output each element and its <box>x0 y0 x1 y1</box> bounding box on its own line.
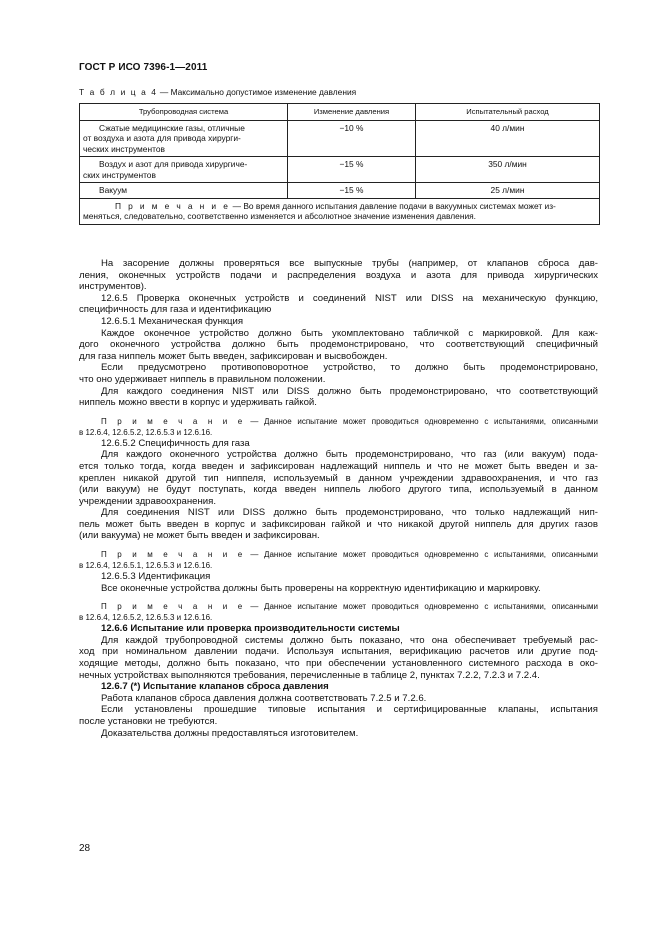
table-cell-system <box>80 157 288 183</box>
text-line: 12.6.5.2 Специфичность для газа <box>101 437 250 449</box>
note <box>79 549 598 571</box>
column-header: Изменение давления <box>288 104 416 121</box>
table-row <box>80 183 600 199</box>
text-line: На засорение должны проверяться все выпускные трубы (например, от клапанов сброса дав- <box>101 258 598 269</box>
text-line: (или вакуума) не может быть введен и зафиксирован. <box>79 530 320 542</box>
text-line: учреждении здравоохранения. <box>79 495 217 507</box>
table-cell-flow: 350 л/мин <box>416 157 600 183</box>
table-note <box>80 198 600 224</box>
text-line <box>79 549 598 560</box>
text-line: ходящие методы, должно быть показано, что при обеспечении установленного системного расхода в око- <box>79 658 598 670</box>
cell-line: ческих инструментов <box>83 143 165 154</box>
text-line: Для каждой трубопроводной системы должно быть показано, что она обеспечивает требуемый рас- <box>101 634 598 646</box>
cell-line: Вакуум <box>99 185 128 195</box>
table-header-row <box>80 104 600 121</box>
table-cell-pressure: −15 % <box>288 157 416 183</box>
text-line: ниппель можно ввести в корпус и удерживать гайкой. <box>79 397 317 409</box>
note-text: — Данное испытание может проводиться одновременно с испытаниями, описанными <box>244 602 598 612</box>
table-cell-flow: 40 л/мин <box>416 120 600 157</box>
text-line: в 12.6.4, 12.6.5.2, 12.6.5.3 и 12.6.16. <box>79 613 213 623</box>
body-text <box>79 258 598 739</box>
note <box>79 416 598 438</box>
column-header: Испытательный расход <box>416 104 600 121</box>
text-line: Если установлены прошедшие типовые испытания и сертифицированные клапаны, испытания <box>101 704 598 716</box>
cell-line: от воздуха и азота для привода хирурги- <box>83 133 241 143</box>
note-text: — Данное испытание может проводиться одновременно с испытаниями, описанными <box>244 550 598 560</box>
text-line: Если предусмотрено противоповоротное устройство, то должно быть продемонстрировано, <box>101 362 598 374</box>
paragraph <box>79 728 598 740</box>
paragraph <box>79 704 598 727</box>
text-line: нечных устройствах выполняются требования, перечисленные в таблице 2, пунктах 7.2.2, 7.2.3 и 7.2.4. <box>79 669 540 681</box>
text-line: Для каждого оконечного устройства должно быть продемонстрировано, что газ (или вакуум) пода- <box>101 449 598 461</box>
note-label: П р и м е ч а н и е <box>101 416 245 426</box>
text-line: 12.6.6 Испытание или проверка производительности системы <box>101 623 400 635</box>
table-row <box>80 120 600 157</box>
page-number: 28 <box>79 843 91 854</box>
section-heading-12-6-5 <box>79 293 598 316</box>
subsection-heading-12-6-5-3 <box>79 571 598 583</box>
paragraph <box>79 386 598 409</box>
text-line: что оно удерживает ниппель в правильном положении. <box>79 373 326 385</box>
text-line <box>79 601 598 612</box>
text-line: 12.6.7 (*) Испытание клапанов сброса давления <box>101 681 329 693</box>
text-line: Доказательства должны предоставляться изготовителем. <box>101 727 359 739</box>
document-header: ГОСТ Р ИСО 7396-1—2011 <box>79 62 208 73</box>
cell-line: Воздух и азот для привода хирургиче- <box>99 159 248 169</box>
text-line: дого оконечного устройства должно быть продемонстрировано, что соответствующий специфичный <box>79 339 598 351</box>
text-line: в 12.6.4, 12.6.5.2, 12.6.5.3 и 12.6.16. <box>79 427 213 437</box>
note-label: П р и м е ч а н и е <box>115 200 231 211</box>
table-cell-pressure: −15 % <box>288 183 416 199</box>
text-line: ется только тогда, когда введен и зафиксирован надлежащий ниппель и что не может быть введен и за- <box>79 460 598 472</box>
text-line: Все оконечные устройства должны быть проверены на корректную идентификацию и маркировку. <box>101 582 541 594</box>
table-cell-flow: 25 л/мин <box>416 183 600 199</box>
table-note-row <box>80 198 600 224</box>
paragraph <box>79 362 598 385</box>
column-header: Трубопроводная система <box>80 104 288 121</box>
table-row <box>80 157 600 183</box>
note-line <box>83 201 596 212</box>
subsection-heading-12-6-5-1 <box>79 316 598 328</box>
text-line: 12.6.5.3 Идентификация <box>101 571 211 583</box>
subsection-heading-12-6-5-2 <box>79 438 598 450</box>
text-line: ления, оконечных устройств подачи и распределения воздуха и азота для привода хирургических <box>79 269 598 281</box>
table-caption <box>79 87 356 97</box>
text-line: после установки не требуются. <box>79 716 218 727</box>
note-line: меняться, следовательно, соответственно изменяется и абсолютное значение изменения давления. <box>83 211 476 221</box>
note-text: — Во время данного испытания давление подачи в вакуумных системах может из- <box>230 200 556 211</box>
table-cell-system <box>80 183 288 199</box>
cell-line: Сжатые медицинские газы, отличные <box>99 122 245 133</box>
text-line <box>79 416 598 427</box>
paragraph <box>79 328 598 363</box>
text-line: Для каждого соединения NIST или DISS должно быть продемонстрировано, что соответствующий <box>101 385 598 397</box>
table-caption-label: Т а б л и ц а 4 <box>79 87 158 97</box>
note-label: П р и м е ч а н и е <box>101 602 245 612</box>
section-heading-12-6-7 <box>79 681 598 693</box>
text-line: 12.6.5 Проверка оконечных устройств и соединений NIST или DISS на механическую функцию, <box>101 292 598 304</box>
text-line: инструментов). <box>79 281 147 293</box>
text-line: пель может быть введен в корпус и зафиксирован гайкой и что никакой другой ниппель для других газов <box>79 518 598 530</box>
pressure-change-table <box>79 103 600 225</box>
text-line: специфичность для газа и идентификацию <box>79 304 272 316</box>
paragraph <box>79 258 598 293</box>
table-cell-pressure: −10 % <box>288 120 416 157</box>
note-text: — Данное испытание может проводиться одновременно с испытаниями, описанными <box>244 416 598 426</box>
paragraph <box>79 583 598 595</box>
paragraph <box>79 693 598 705</box>
text-line: в 12.6.4, 12.6.5.1, 12.6.5.3 и 12.6.16. <box>79 561 213 571</box>
paragraph <box>79 635 598 681</box>
text-line: для газа ниппель может быть введен, зафиксирован и высвобожден. <box>79 350 388 362</box>
text-line: Для соединения NIST или DISS должно быть продемонстрировано, что только надлежащий нип- <box>101 507 598 519</box>
text-line: креплен никакой другой тип ниппеля, используемый в данном учреждении здравоохранения, и что газ <box>79 472 598 484</box>
text-line: 12.6.5.1 Механическая функция <box>101 315 244 327</box>
section-heading-12-6-6 <box>79 623 598 635</box>
note-label: П р и м е ч а н и е <box>101 550 245 560</box>
paragraph <box>79 507 598 542</box>
cell-line: ских инструментов <box>83 169 156 180</box>
text-line: ход при номинальном давлении подачи. Используя испытания, верификацию расчетов или другие под- <box>79 646 598 658</box>
text-line: (или вакуум) не будут поступать, когда введен ниппель любого другого типа, используемый в данном <box>79 484 598 496</box>
text-line: Каждое оконечное устройство должно быть укомплектовано табличкой с маркировкой. Для каж- <box>101 327 598 339</box>
note <box>79 601 598 623</box>
table-caption-text: — Максимально допустимое изменение давления <box>157 87 357 97</box>
table-cell-system <box>80 120 288 157</box>
paragraph <box>79 449 598 507</box>
text-line: Работа клапанов сброса давления должна соответствовать 7.2.5 и 7.2.6. <box>101 692 427 704</box>
